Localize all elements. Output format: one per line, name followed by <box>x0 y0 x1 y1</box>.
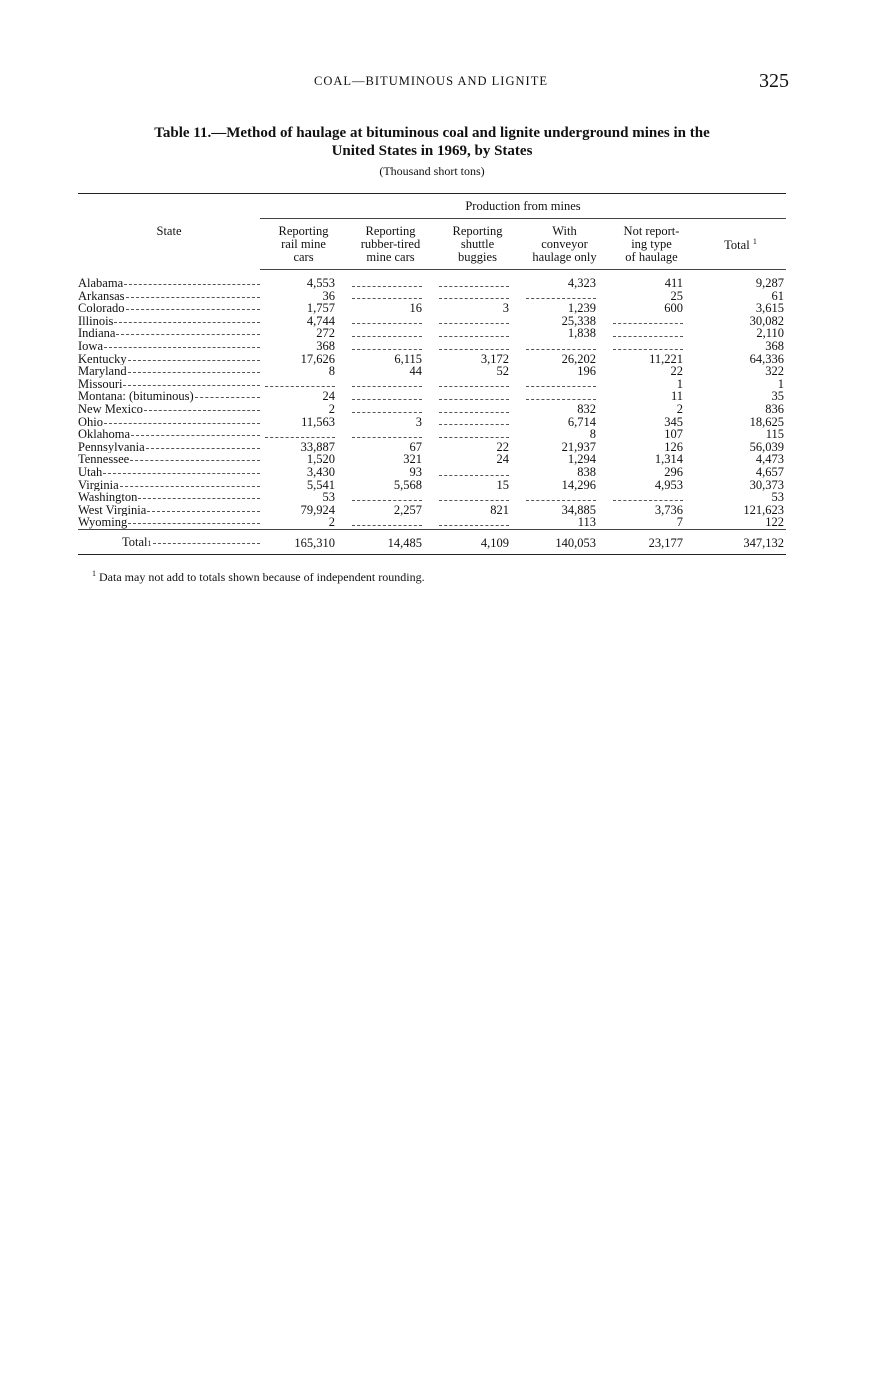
cell-total: 2,110 <box>756 326 784 341</box>
cell-shuttle <box>434 403 521 416</box>
empty-dash <box>439 525 509 526</box>
empty-dash <box>352 349 422 350</box>
leader-dots <box>146 448 260 449</box>
cell-rail: 2 <box>328 401 335 416</box>
state-cell <box>78 516 260 529</box>
cell-rail: 1,757 <box>306 301 335 316</box>
cell-conveyor <box>521 491 608 504</box>
cell-total: 122 <box>765 515 784 530</box>
cell-shuttle <box>434 378 521 391</box>
state-cell <box>78 441 260 454</box>
header-row-group <box>78 194 786 219</box>
state-cell <box>78 315 260 328</box>
cell-conveyor: 196 <box>577 364 596 379</box>
cell-not-reporting: 4,953 <box>654 477 683 492</box>
column-header-line: haulage only <box>532 249 597 264</box>
empty-dash <box>526 500 596 501</box>
cell-rubber <box>347 403 434 416</box>
column-header-line: shuttle <box>460 236 495 251</box>
state-name: New Mexico <box>78 402 143 416</box>
column-header-line: Not report- <box>623 223 680 238</box>
cell-total: 30,082 <box>749 313 784 328</box>
empty-dash <box>613 500 683 501</box>
empty-dash <box>439 437 509 438</box>
cell-rail: 5,541 <box>306 477 335 492</box>
page-header <box>0 72 873 96</box>
cell-conveyor: 14,296 <box>561 477 596 492</box>
cell-rubber: 67 <box>409 439 422 454</box>
table-body <box>78 270 786 530</box>
empty-dash <box>352 437 422 438</box>
cell-total: 53 <box>771 490 784 505</box>
state-name: Ohio <box>78 415 103 429</box>
table-row <box>78 403 786 416</box>
table-title-line-1: Table 11.—Method of haulage at bituminous coal and lignite underground mines in the <box>154 125 710 141</box>
cell-conveyor: 26,202 <box>561 351 596 366</box>
cell-rubber: 2,257 <box>393 502 422 517</box>
empty-dash <box>352 500 422 501</box>
state-cell <box>78 466 260 479</box>
cell-rubber <box>347 378 434 391</box>
haulage-table <box>78 193 786 555</box>
state-cell <box>78 416 260 429</box>
footnote-text: Data may not add to totals shown because of independent rounding. <box>99 570 425 584</box>
cell-shuttle <box>434 416 521 429</box>
total-grand: 347,132 <box>695 529 786 554</box>
cell-total: 368 <box>765 338 784 353</box>
empty-dash <box>439 412 509 413</box>
empty-dash <box>439 336 509 337</box>
total-label: Total <box>122 534 148 549</box>
cell-rail: 36 <box>322 288 335 303</box>
cell-rail: 53 <box>322 490 335 505</box>
state-name: Missouri <box>78 377 123 391</box>
empty-dash <box>613 336 683 337</box>
table-row <box>78 327 786 340</box>
cell-rubber <box>347 491 434 504</box>
state-name: Maryland <box>78 365 127 378</box>
cell-not-reporting: 1 <box>676 376 683 391</box>
empty-dash <box>352 386 422 387</box>
cell-not-reporting: 296 <box>664 464 683 479</box>
empty-dash <box>526 298 596 299</box>
cell-total: 61 <box>771 288 784 303</box>
cell-conveyor: 1,294 <box>567 452 596 467</box>
footnote-marker: 1 <box>92 569 96 578</box>
cell-rail: 3,430 <box>306 464 335 479</box>
cell-total: 121,623 <box>743 502 784 517</box>
cell-rail: 11,563 <box>301 414 335 429</box>
empty-dash <box>352 399 422 400</box>
empty-dash <box>352 525 422 526</box>
footnote <box>92 569 425 585</box>
cell-shuttle <box>434 340 521 353</box>
cell-shuttle <box>434 428 521 441</box>
state-cell <box>78 390 260 403</box>
cell-total: 4,473 <box>755 452 784 467</box>
column-header-shuttle <box>434 219 521 270</box>
cell-shuttle <box>434 390 521 403</box>
cell-total: 9,287 <box>755 276 784 290</box>
state-name: Iowa <box>78 339 103 353</box>
cell-not-reporting: 411 <box>664 276 683 290</box>
production-group-header: Production from mines <box>260 194 786 219</box>
empty-dash <box>439 424 509 425</box>
table-row <box>78 491 786 504</box>
table-row <box>78 428 786 441</box>
cell-rubber <box>347 340 434 353</box>
leader-dots <box>120 486 260 487</box>
cell-rail: 272 <box>316 326 335 341</box>
state-name: Washington <box>78 491 138 504</box>
table-row <box>78 466 786 479</box>
state-cell <box>78 491 260 504</box>
cell-not-reporting <box>608 340 695 353</box>
state-cell <box>78 504 260 517</box>
leader-dots <box>116 334 260 335</box>
state-cell <box>78 302 260 315</box>
total-shuttle: 4,109 <box>434 529 521 554</box>
empty-dash <box>439 500 509 501</box>
cell-not-reporting: 600 <box>664 301 683 316</box>
cell-shuttle: 3 <box>502 301 509 316</box>
empty-dash <box>526 349 596 350</box>
empty-dash <box>439 399 509 400</box>
cell-conveyor <box>521 340 608 353</box>
table-row <box>78 315 786 328</box>
total-conveyor: 140,053 <box>521 529 608 554</box>
state-cell <box>78 365 260 378</box>
state-name: Pennsylvania <box>78 440 145 454</box>
cell-rail: 4,553 <box>306 276 335 290</box>
leader-dots <box>138 498 260 499</box>
cell-not-reporting: 345 <box>664 414 683 429</box>
state-cell <box>78 340 260 353</box>
cell-shuttle <box>434 516 521 529</box>
state-cell <box>78 479 260 492</box>
state-cell <box>78 403 260 416</box>
cell-rail: 17,626 <box>300 351 335 366</box>
cell-not-reporting: 22 <box>670 364 683 379</box>
cell-not-reporting: 3,736 <box>654 502 683 517</box>
column-header-line: mine cars <box>366 249 415 264</box>
column-header-rail <box>260 219 347 270</box>
cell-rail: 4,744 <box>306 313 335 328</box>
leader-dots <box>114 322 260 323</box>
cell-rail: 8 <box>328 364 335 379</box>
total-rail: 165,310 <box>260 529 347 554</box>
cell-rubber: 5,568 <box>393 477 422 492</box>
column-header-not-reporting <box>608 219 695 270</box>
cell-conveyor <box>521 378 608 391</box>
leader-dots <box>153 543 260 544</box>
leader-dots <box>124 284 260 285</box>
table-row <box>78 270 786 290</box>
empty-dash <box>352 298 422 299</box>
state-name: Utah <box>78 465 103 479</box>
cell-shuttle: 15 <box>496 477 509 492</box>
cell-rail <box>260 428 347 441</box>
empty-dash <box>352 323 422 324</box>
cell-total: 836 <box>765 401 784 416</box>
cell-conveyor: 25,338 <box>561 313 596 328</box>
cell-conveyor: 34,885 <box>561 502 596 517</box>
leader-dots <box>147 511 260 512</box>
cell-conveyor: 21,937 <box>561 439 596 454</box>
state-cell <box>78 290 260 303</box>
cell-not-reporting: 11 <box>670 389 683 404</box>
cell-rubber: 93 <box>409 464 422 479</box>
state-name: Wyoming <box>78 516 128 530</box>
leader-dots <box>128 372 260 373</box>
empty-dash <box>526 399 596 400</box>
cell-not-reporting <box>608 491 695 504</box>
cell-conveyor: 832 <box>577 401 596 416</box>
cell-rail: 368 <box>316 338 335 353</box>
column-header-conveyor <box>521 219 608 270</box>
cell-conveyor: 113 <box>577 515 596 530</box>
state-cell <box>78 270 260 290</box>
empty-dash <box>265 437 335 438</box>
state-name: Colorado <box>78 302 125 315</box>
cell-conveyor: 1,239 <box>567 301 596 316</box>
cell-not-reporting: 107 <box>664 427 683 442</box>
state-name: Arkansas <box>78 289 125 303</box>
cell-rail: 33,887 <box>300 439 335 454</box>
column-header-line: rail mine <box>281 236 326 251</box>
cell-rubber: 6,115 <box>394 351 422 366</box>
empty-dash <box>439 386 509 387</box>
cell-total: 322 <box>765 364 784 379</box>
empty-dash <box>265 386 335 387</box>
cell-total: 18,625 <box>749 414 784 429</box>
state-name: Oklahoma <box>78 428 131 441</box>
cell-rubber: 44 <box>409 364 422 379</box>
state-cell <box>78 428 260 441</box>
total-not-reporting: 23,177 <box>608 529 695 554</box>
state-name: Illinois <box>78 314 114 328</box>
cell-not-reporting: 11,221 <box>649 351 683 366</box>
empty-dash <box>439 475 509 476</box>
column-header-line: buggies <box>458 249 497 264</box>
column-header-line: ing type <box>631 236 672 251</box>
column-header-line: Reporting <box>452 223 503 238</box>
cell-not-reporting <box>608 327 695 340</box>
cell-total: 56,039 <box>749 439 784 454</box>
cell-not-reporting <box>608 315 695 328</box>
table-title <box>78 124 786 160</box>
cell-total: 35 <box>771 389 784 404</box>
cell-shuttle <box>434 491 521 504</box>
column-header-line: With <box>552 223 577 238</box>
cell-rubber: 16 <box>409 301 422 316</box>
cell-shuttle: 52 <box>496 364 509 379</box>
cell-total: 1 <box>777 376 784 391</box>
empty-dash <box>613 323 683 324</box>
state-cell <box>78 327 260 340</box>
table-title-line-2: United States in 1969, by States <box>331 143 533 159</box>
state-cell <box>78 378 260 391</box>
cell-shuttle: 3,172 <box>480 351 509 366</box>
cell-rubber <box>347 428 434 441</box>
column-header-line: Reporting <box>278 223 329 238</box>
table-row <box>78 516 786 529</box>
cell-rubber <box>347 390 434 403</box>
cell-conveyor: 1,838 <box>567 326 596 341</box>
cell-rubber <box>347 315 434 328</box>
state-column-header <box>78 194 260 270</box>
cell-shuttle: 821 <box>490 502 509 517</box>
leader-dots <box>128 360 260 361</box>
cell-not-reporting: 2 <box>676 401 683 416</box>
leader-dots <box>103 473 260 474</box>
column-header-line: of haulage <box>625 249 678 264</box>
column-header-line: conveyor <box>541 236 588 251</box>
cell-rubber <box>347 327 434 340</box>
leader-dots <box>104 423 260 424</box>
state-name: Kentucky <box>78 352 127 366</box>
column-header-line: rubber-tired <box>360 236 421 251</box>
table-row <box>78 302 786 315</box>
cell-rubber: 321 <box>403 452 422 467</box>
cell-conveyor: 8 <box>589 427 596 442</box>
leader-dots <box>104 347 260 348</box>
cell-total: 64,336 <box>749 351 784 366</box>
cell-rubber: 3 <box>415 414 422 429</box>
column-header-total <box>695 219 786 270</box>
cell-total: 115 <box>765 427 784 442</box>
cell-not-reporting: 25 <box>670 288 683 303</box>
table-units: (Thousand short tons) <box>379 164 485 178</box>
cell-rail: 79,924 <box>300 502 335 517</box>
empty-dash <box>352 336 422 337</box>
empty-dash <box>526 386 596 387</box>
cell-shuttle: 22 <box>496 439 509 454</box>
cell-shuttle: 24 <box>496 452 509 467</box>
state-cell <box>78 453 260 466</box>
cell-rail: 1,520 <box>306 452 335 467</box>
leader-dots <box>126 309 260 310</box>
empty-dash <box>439 323 509 324</box>
empty-dash <box>352 286 422 287</box>
state-name: Tennessee <box>78 453 130 466</box>
cell-rubber <box>347 516 434 529</box>
cell-not-reporting: 1,314 <box>654 452 683 467</box>
state-name: Alabama <box>78 275 124 290</box>
empty-dash <box>613 349 683 350</box>
cell-not-reporting: 7 <box>676 515 683 530</box>
column-header-line: cars <box>293 249 314 264</box>
cell-conveyor: 838 <box>577 464 596 479</box>
table-row <box>78 479 786 492</box>
empty-dash <box>352 412 422 413</box>
state-header-label: State <box>156 224 182 239</box>
leader-dots <box>128 523 260 524</box>
running-head: COAL—BITUMINOUS AND LIGNITE <box>314 74 548 88</box>
column-header-rubber <box>347 219 434 270</box>
table-row <box>78 340 786 353</box>
leader-dots <box>123 385 260 386</box>
column-header-line: Reporting <box>365 223 416 238</box>
cell-shuttle <box>434 315 521 328</box>
state-cell <box>78 353 260 366</box>
total-rubber: 14,485 <box>347 529 434 554</box>
state-name: Indiana <box>78 327 116 340</box>
total-row <box>78 529 786 554</box>
cell-not-reporting: 126 <box>664 439 683 454</box>
cell-total: 4,657 <box>755 464 784 479</box>
empty-dash <box>439 298 509 299</box>
state-name: Virginia <box>78 478 119 492</box>
total-label-cell <box>78 529 260 554</box>
leader-dots <box>130 460 260 461</box>
leader-dots <box>144 410 260 411</box>
footnote-marker: 1 <box>752 237 757 247</box>
leader-dots <box>131 435 260 436</box>
cell-shuttle <box>434 466 521 479</box>
cell-total: 30,373 <box>749 477 784 492</box>
table-row <box>78 365 786 378</box>
cell-conveyor: 6,714 <box>567 414 596 429</box>
empty-dash <box>439 349 509 350</box>
leader-dots <box>195 397 260 398</box>
cell-total: 3,615 <box>755 301 784 316</box>
footnote-marker: 1 <box>147 538 152 548</box>
state-name: West Virginia <box>78 503 147 517</box>
leader-dots <box>126 297 260 298</box>
cell-shuttle <box>434 270 521 290</box>
cell-rail: 24 <box>322 389 335 404</box>
cell-shuttle <box>434 327 521 340</box>
cell-rubber <box>347 270 434 290</box>
cell-rail: 2 <box>328 515 335 530</box>
cell-conveyor: 4,323 <box>567 276 596 290</box>
page-number: 325 <box>759 70 789 92</box>
empty-dash <box>439 286 509 287</box>
state-name: Montana: (bituminous) <box>78 390 194 403</box>
total-header-label: Total <box>724 238 750 253</box>
